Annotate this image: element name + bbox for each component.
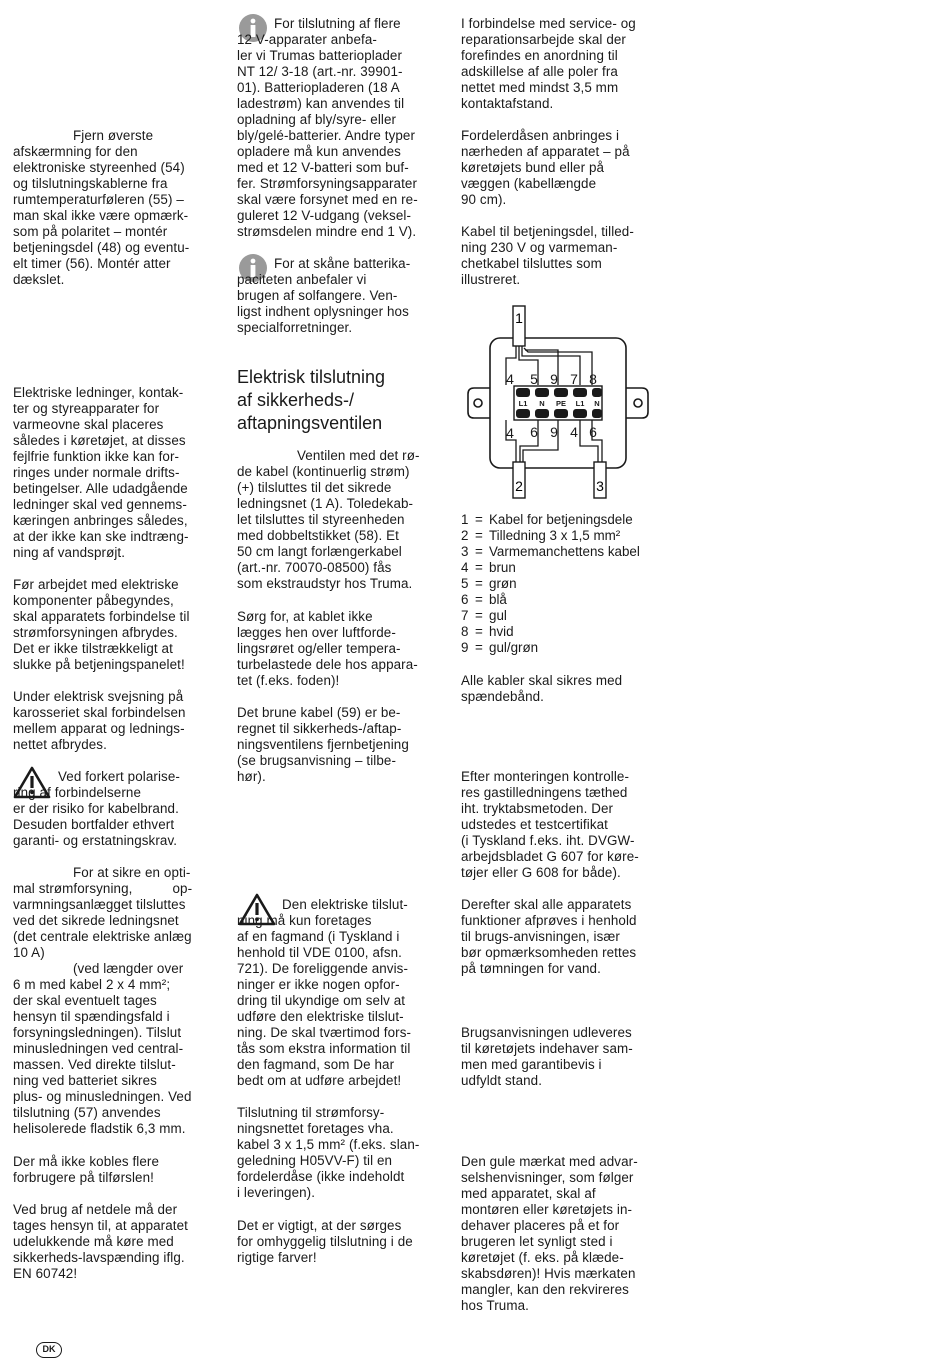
wire-number: 9 <box>550 371 558 387</box>
paragraph-warning-label: Den gule mærkat med advar- selshenvisninger, som følger med apparatet, skal af montøren eller køretøjets in- dehaver placeres på et for brugeren let synligt sted i køretøjet (f. eks. på klæde- skabsdøren)! Hvis mærkaten mangler, kan den rekvireres hos Truma. <box>461 1154 638 1313</box>
wire-number: 9 <box>550 424 558 440</box>
paragraph-valve-cable <box>237 448 442 592</box>
warning-text: Den elektriske tilslut- ning må kun foretages af en fagmand (i Tyskland i henhold til VDE 0100, afsn. 721). De foreliggende anvis- ninger er ikke nogen opfor- dring til ukyndige om selv at udføre den elektriske tilslut- ning. De skal tværtimod fors- tås som ekstra information til den fagmand, som De har bedt om at udføre arbejdet! <box>237 897 412 1088</box>
paragraph-wiring-placement: Elektriske ledninger, kontak- ter og styreapparater for varmeovne skal placeres således i køretøjet, at disses fejlfrie funktion ikke kan for- ringes under normale drifts- betingelser. Alle udadgående ledninger skal ved gennems- kæringen anbringes således, at der ikke kan ske indtræng- ning af vandsprøjt. <box>13 385 189 560</box>
paragraph-function-test: Derefter skal alle apparatets funktioner afprøves i henhold til brugs-anvisningen, især bør opmærksomheden rettes på tømningen for vand. <box>461 897 637 976</box>
mounting-hole-left <box>474 399 482 407</box>
legend-text: gul/grøn <box>489 640 539 655</box>
warning-polarity <box>13 769 218 849</box>
paragraph-cable-connection: Kabel til betjeningsdel, tilled- ning 230 V og varmeman- chetkabel tilsluttes som illustreret. <box>461 224 634 287</box>
legend-item: 1 = Kabel for betjeningsdele <box>461 512 633 527</box>
legend-number: 2 <box>461 528 469 543</box>
terminal-label: N <box>539 399 545 408</box>
paragraph-mains-connection: Tilslutning til strømforsy- ningsnettet foretages vha. kabel 3 x 1,5 mm² (f.eks. slan- geledning H05VV-F) til en fordelerdåse (ikke indeholdt i leveringen). <box>237 1105 420 1200</box>
terminal-label: L1 <box>518 399 528 408</box>
legend-text: Tilledning 3 x 1,5 mm² <box>489 528 621 543</box>
terminal-strip <box>514 386 602 420</box>
legend-number: 7 <box>461 608 469 623</box>
paragraph-welding: Under elektrisk svejsning på karosseriet skal forbindelsen mellem apparat og lednings- nettet afbrydes. <box>13 689 186 752</box>
info-text: For tilslutning af flere 12 V-apparater anbefa- ler vi Trumas batterioplader NT 12/ 3-18 (art.-nr. 39901- 01). Batteriopladeren (18 A ladestrøm) kan anvendes til opladning af bly/syre- eller bly/gelé-batterier. Andre typer opladere må kun anvendes med et 12 V-batteri som buf- fer. Strømforsyningsapparater skal være forsynet med en re- guleret 12 V-udgang (veksel- strømsdelen mindre end 1 V). <box>237 16 418 239</box>
diagram-legend <box>461 512 640 656</box>
paragraph-disconnect-power: Før arbejdet med elektriske komponenter påbegyndes, skal apparatets forbindelse til strømforsyningen afbrydes. Det er ikke tilstrækkeligt at slukke på betjeningspanelet! <box>13 577 190 672</box>
warning-text: Ved forkert polarise- ring af forbindelserne er der risiko for kabelbrand. Desuden bortfalder ethvert garanti- og erstatningskrav. <box>13 769 180 848</box>
paragraph-mount-control <box>13 128 218 288</box>
cable-label-1: 1 <box>515 310 523 326</box>
paragraph-brown-cable: Det brune kabel (59) er be- regnet til sikkerheds-/aftap- ningsventilens fjernbetjening (se brugsanvisning – tilbe- hør). <box>237 705 409 784</box>
legend-number: 3 <box>461 544 469 559</box>
legend-text: blå <box>489 592 507 607</box>
paragraph-power-supply <box>13 865 218 1137</box>
mounting-tab-right <box>626 388 648 418</box>
legend-number: 4 <box>461 560 469 575</box>
terminal-label: PE <box>555 399 567 408</box>
legend-text: hvid <box>489 624 514 639</box>
paragraph-correct-colours: Det er vigtigt, at der sørges for omhyggelig tilslutning i de rigtige farver! <box>237 1218 413 1265</box>
legend-number: 9 <box>461 640 469 655</box>
info-solar <box>237 256 442 336</box>
legend-item: 2 = Tilledning 3 x 1,5 mm² <box>461 528 621 543</box>
wire-number: 6 <box>589 424 597 440</box>
paragraph-service-isolation: I forbindelse med service- og reparationsarbejde skal der forefindes en anordning til adskillelse af alle poler fra nettet med mindst 3,5 mm kontaktafstand. <box>461 16 636 111</box>
text: op- <box>172 881 193 896</box>
text: Ventilen med det rø- de kabel (kontinuerlig strøm) (+) tilsluttes til det sikrede ledningsnet (1 A). Toledekab- let tilsluttes til styreenheden med dobbeltstikket (58). Et 50 cm langt forlængerkabel (art.-nr. 70070-08500) fås som ekstraudstyr hos Truma. <box>237 448 420 591</box>
paragraph-gas-test: Efter monteringen kontrolle- res gastilledningens tæthed iht. tryktabsmetoden. Der udstedes et testcertifikat (i Tyskland f.eks. iht. DVGW- arbejdsbladet G 607 for køre- tøjer eller G 608 for både). <box>461 769 639 880</box>
wire-number: 8 <box>589 371 597 387</box>
info-text: For at skåne batterika- paciteten anbefaler vi brugen af solfangere. Ven- ligst indhent oplysninger hos specialforretninger. <box>237 256 411 335</box>
legend-number: 6 <box>461 592 469 607</box>
wire-number: 5 <box>530 371 538 387</box>
legend-text: gul <box>489 608 507 623</box>
wire-number: 4 <box>506 371 514 387</box>
text: (ved længder over <box>73 961 184 976</box>
wire-number: 6 <box>530 424 538 440</box>
paragraph-power-units: Ved brug af netdele må der tages hensyn til, at apparatet udelukkende må køre med sikkerheds-lavspænding iflg. EN 60742! <box>13 1202 188 1281</box>
legend-item: 7 = gul <box>461 608 507 623</box>
paragraph-user-manual: Brugsanvisningen udleveres til køretøjets indehaver sam- men med garantibevis i udfyldt stand. <box>461 1025 633 1088</box>
text: For at sikre en opti- mal strømforsyning, <box>13 865 191 896</box>
terminal-label: L1 <box>575 399 585 408</box>
paragraph-text: Fjern øverste afskærmning for den elektroniske styreenhed (54) og tilslutningskablerne fra rumtemperaturføleren (55) – man skal ikke være opmærk- som på polaritet – montér betjeningsdel (48) og eventu- elt timer (56). Montér atter dækslet. <box>13 128 190 287</box>
section-heading: Elektrisk tilslutning af sikkerheds-/ aftapningsventilen <box>237 367 386 433</box>
terminal-label: N <box>594 399 600 408</box>
warning-electrician <box>237 897 442 1089</box>
legend-item: 9 = gul/grøn <box>461 640 539 655</box>
language-badge: DK <box>36 1342 62 1358</box>
legend-item: 3 = Varmemanchettens kabel <box>461 544 640 559</box>
mounting-tab-left <box>468 388 490 418</box>
legend-number: 8 <box>461 624 469 639</box>
legend-text: grøn <box>489 576 517 591</box>
legend-text: Varmemanchettens kabel <box>489 544 640 559</box>
legend-text: brun <box>489 560 516 575</box>
wire-number: 4 <box>506 425 514 441</box>
paragraph-junction-box: Fordelerdåsen anbringes i nærheden af apparatet – på køretøjets bund eller på væggen (kabellængde 90 cm). <box>461 128 630 207</box>
wire-number: 4 <box>570 424 578 440</box>
wire-number: 7 <box>570 371 578 387</box>
paragraph-no-more-consumers: Der må ikke kobles flere forbrugere på tilførslen! <box>13 1154 160 1185</box>
text: 6 m med kabel 2 x 4 mm²; der skal eventuelt tages hensyn til spændingsfald i forsyningsledningen). Tilslut minusledningen ved central- massen. Ved direkte tilslut- ning ved batteriet sikres plus- og minusledningen. Ved tilslutning (57) anvendes helisolerede fladstik 6,3 mm. <box>13 977 192 1136</box>
legend-item: 5 = grøn <box>461 576 517 591</box>
legend-number: 5 <box>461 576 469 591</box>
cable-label-3: 3 <box>596 478 604 494</box>
mounting-hole-right <box>634 399 642 407</box>
text: varmningsanlægget tilsluttes ved det sikrede ledningsnet (det centrale elektriske anlæg 10 A) <box>13 897 192 960</box>
legend-text: Kabel for betjeningsdele <box>489 512 633 527</box>
paragraph-cable-routing: Sørg for, at kablet ikke lægges hen over luftforde- lingsrøret og/eller tempera- turbelastede dele hos appara- tet (f.eks. foden)! <box>237 609 418 688</box>
legend-item: 6 = blå <box>461 592 507 607</box>
junction-box-diagram <box>466 300 666 500</box>
legend-number: 1 <box>461 512 469 527</box>
legend-item: 4 = brun <box>461 560 516 575</box>
legend-item: 8 = hvid <box>461 624 514 639</box>
paragraph-cable-ties: Alle kabler skal sikres med spændebånd. <box>461 673 623 704</box>
info-battery-charger <box>237 16 442 240</box>
cable-label-2: 2 <box>515 478 523 494</box>
